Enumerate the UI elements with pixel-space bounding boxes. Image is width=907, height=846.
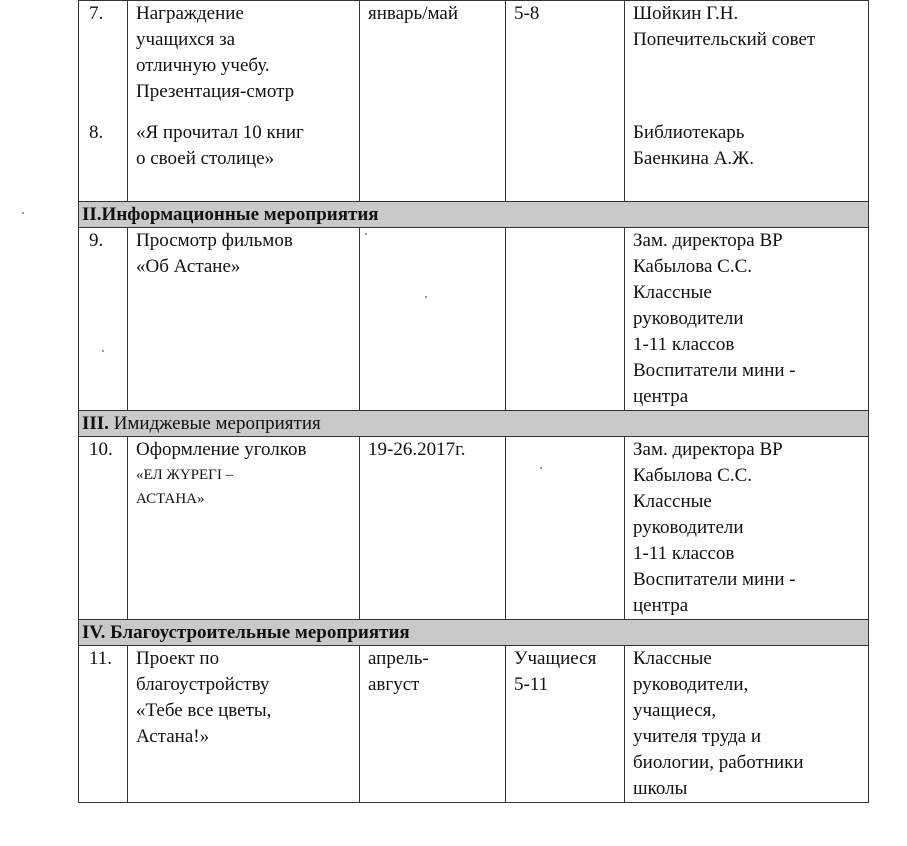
event-text: «ЕЛ ЖҮРЕГІ – xyxy=(136,467,234,483)
participants-cell xyxy=(506,1,625,202)
scan-speck xyxy=(425,296,427,298)
row-number-cell xyxy=(79,437,128,620)
row-number-cell xyxy=(79,646,128,803)
table-row xyxy=(79,228,869,411)
section-header xyxy=(79,620,869,646)
responsible-text: Кабылова С.С. xyxy=(633,465,753,486)
section-prefix: III. xyxy=(82,413,109,434)
event-text: «Я прочитал 10 книг xyxy=(136,122,304,143)
section-title: Имиджевые мероприятия xyxy=(108,413,321,434)
section-header-row xyxy=(79,411,869,437)
date-cell xyxy=(360,437,506,620)
event-cell xyxy=(128,646,360,803)
table-row xyxy=(79,1,869,202)
date-cell xyxy=(360,1,506,202)
event-cell xyxy=(128,1,360,202)
table-row xyxy=(79,437,869,620)
responsible-text: Воспитатели мини - xyxy=(633,360,796,381)
row-number: 10. xyxy=(89,439,113,460)
event-text: отличную учебу. xyxy=(136,55,270,76)
responsible-text: руководители xyxy=(633,517,744,538)
date-text: август xyxy=(368,674,420,695)
participants-text: Учащиеся xyxy=(514,648,597,669)
responsible-text: Воспитатели мини - xyxy=(633,569,796,590)
responsible-text: центра xyxy=(633,386,689,407)
scan-speck xyxy=(102,350,104,352)
events-table xyxy=(78,0,869,803)
event-text: Презентация-смотр xyxy=(136,81,295,102)
row-number-cell xyxy=(79,228,128,411)
responsible-text: Классные xyxy=(633,491,712,512)
participants-text: 5-8 xyxy=(514,3,540,24)
row-number: 11. xyxy=(89,648,113,669)
responsible-text: учителя труда и xyxy=(633,726,762,747)
date-text: апрель- xyxy=(368,648,429,669)
participants-cell xyxy=(506,228,625,411)
responsible-text: 1-11 классов xyxy=(633,543,735,564)
section-header xyxy=(79,411,869,437)
section-title: II.Информационные мероприятия xyxy=(82,204,379,225)
responsible-text: Кабылова С.С. xyxy=(633,256,753,277)
responsible-text: Зам. директора ВР xyxy=(633,230,783,251)
event-text: АСТАНА» xyxy=(136,491,205,507)
event-text: «Тебе все цветы, xyxy=(136,700,272,721)
event-text: учащихся за xyxy=(136,29,236,50)
event-cell xyxy=(128,228,360,411)
section-header-row xyxy=(79,202,869,228)
responsible-text: биологии, работники xyxy=(633,752,804,773)
responsible-text: руководители xyxy=(633,308,744,329)
participants-cell xyxy=(506,646,625,803)
scan-speck xyxy=(365,233,367,235)
participants-text: 5-11 xyxy=(514,674,549,695)
section-title: IV. Благоустроительные мероприятия xyxy=(82,622,410,643)
participants-cell xyxy=(506,437,625,620)
responsible-text: руководители, xyxy=(633,674,749,695)
row-number: 8. xyxy=(89,122,104,143)
row-number: 7. xyxy=(89,3,104,24)
responsible-text: Библиотекарь xyxy=(633,122,745,143)
responsible-text: центра xyxy=(633,595,689,616)
responsible-text: школы xyxy=(633,778,688,799)
event-text: Проект по xyxy=(136,648,220,669)
document-page xyxy=(78,0,869,803)
event-text: о своей столице» xyxy=(136,148,275,169)
event-text: благоустройству xyxy=(136,674,270,695)
event-text: «Об Астане» xyxy=(136,256,241,277)
date-cell xyxy=(360,646,506,803)
date-text: январь/май xyxy=(368,3,458,24)
event-text: Награждение xyxy=(136,3,244,24)
date-cell xyxy=(360,228,506,411)
row-number: 9. xyxy=(89,230,104,251)
responsible-text: Попечительский совет xyxy=(633,29,816,50)
responsible-text: учащиеся, xyxy=(633,700,717,721)
row-number-cell xyxy=(79,1,128,202)
scan-speck xyxy=(22,212,24,214)
responsible-text: Шойкин Г.Н. xyxy=(633,3,739,24)
responsible-text: Баенкина А.Ж. xyxy=(633,148,754,169)
responsible-cell xyxy=(625,228,869,411)
responsible-text: Зам. директора ВР xyxy=(633,439,783,460)
event-text: Астана!» xyxy=(136,726,210,747)
responsible-text: 1-11 классов xyxy=(633,334,735,355)
event-cell xyxy=(128,437,360,620)
table-row xyxy=(79,646,869,803)
event-text: Оформление уголков xyxy=(136,439,307,460)
responsible-text: Классные xyxy=(633,282,712,303)
responsible-cell xyxy=(625,437,869,620)
section-header xyxy=(79,202,869,228)
date-text: 19-26.2017г. xyxy=(368,439,466,460)
section-header-row xyxy=(79,620,869,646)
event-text: Просмотр фильмов xyxy=(136,230,293,251)
scan-speck xyxy=(540,467,542,469)
responsible-cell xyxy=(625,646,869,803)
responsible-cell xyxy=(625,1,869,202)
responsible-text: Классные xyxy=(633,648,712,669)
